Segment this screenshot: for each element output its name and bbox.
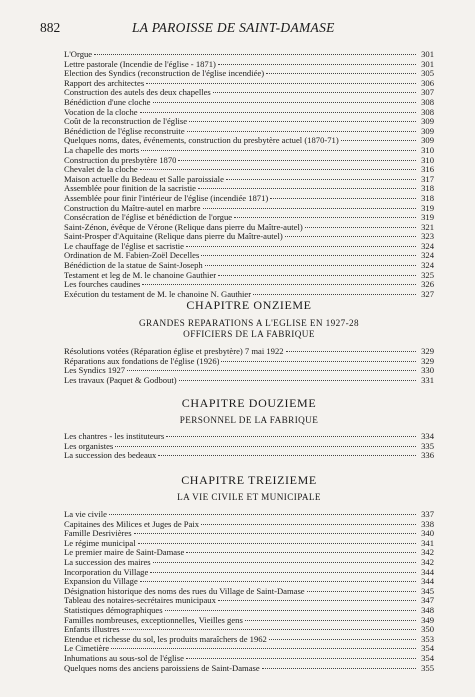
dot-leader (186, 552, 416, 553)
toc-entry-page: 324 (421, 250, 434, 261)
chapter-12-heading: CHAPITRE DOUZIEME (181, 396, 317, 410)
toc-entry (64, 213, 434, 223)
toc-entry-title: Famille Desrivières (64, 529, 132, 539)
toc-entry-page: 349 (421, 614, 434, 625)
dot-leader (115, 446, 416, 447)
chapter-11-heading: CHAPITRE ONZIEME (186, 298, 312, 312)
dot-leader (146, 83, 416, 84)
dot-leader (153, 102, 417, 103)
toc-entry-title: Quelques noms des anciens paroissiens de Saint-Damase (64, 663, 260, 673)
dot-leader (187, 131, 416, 132)
toc-entry-page: 307 (421, 87, 434, 98)
dot-leader (153, 562, 416, 563)
toc-entry-page: 308 (421, 106, 434, 117)
toc-entry-page: 326 (421, 279, 434, 290)
toc-entry (64, 251, 434, 261)
toc-entry-page: 334 (421, 431, 434, 441)
toc-entry (64, 136, 434, 146)
dot-leader (142, 284, 416, 285)
toc-entry-title: Assemblée pour finir l'intérieur de l'église (incendiée 1871) (64, 193, 269, 203)
toc-entry (64, 88, 434, 98)
toc-entry-title: Les organistes (64, 441, 114, 451)
toc-entry (64, 242, 434, 252)
toc-entry-title: Etendue et richesse du sol, les produits maraîchers de 1962 (64, 634, 267, 644)
dot-leader (178, 160, 416, 161)
toc-entry-page: 309 (421, 125, 434, 136)
toc-chapter-13 (64, 510, 434, 673)
dot-leader (201, 524, 416, 525)
toc-entry (64, 587, 434, 597)
toc-entry (64, 156, 434, 166)
dot-leader (266, 73, 416, 74)
toc-entry (64, 127, 434, 137)
toc-entry (64, 664, 434, 674)
toc-entry-page: 348 (421, 604, 434, 615)
dot-leader (94, 54, 416, 55)
toc-entry-page: 319 (421, 212, 434, 223)
toc-entry-title: Les chantres - les instituteurs (64, 432, 165, 441)
toc-entry-page: 317 (421, 173, 434, 184)
toc-entry-title: Ordination de M. Fabien-Zoël Decelles (64, 251, 200, 261)
toc-entry (64, 69, 434, 79)
toc-entry-title: Les travaux (Paquet & Godbout) (64, 375, 177, 385)
toc-entry-page: 342 (421, 556, 434, 567)
toc-entry (64, 165, 434, 175)
toc-entry-title: Assemblée pour finition de la sacristie (64, 184, 196, 194)
toc-entry-title: Tableau des notaires-secrétaires municipaux (64, 596, 216, 606)
dot-leader (134, 533, 416, 534)
toc-entry (64, 568, 434, 578)
toc-entry-page: 340 (421, 528, 434, 539)
toc-entry-title: Capitaines des Milices et Juges de Paix (64, 519, 200, 529)
toc-entry (64, 451, 434, 461)
dot-leader (165, 610, 416, 611)
toc-entry (64, 194, 434, 204)
toc-entry-title: Consécration de l'église et bénédiction de l'orgue (64, 213, 233, 223)
toc-entry-page: 310 (421, 144, 434, 155)
dot-leader (253, 294, 416, 295)
toc-entry-title: Bénédiction de l'église reconstruite (64, 126, 185, 136)
toc-entry-page: 310 (421, 154, 434, 165)
toc-entry-title: L'Orgue (64, 50, 93, 59)
toc-entry-page: 345 (421, 585, 434, 596)
toc-entry-title: Familles nombreuses, exceptionnelles, Vieilles gens (64, 615, 243, 625)
dot-leader (158, 455, 416, 456)
toc-entry (64, 376, 434, 386)
toc-entry (64, 596, 434, 606)
toc-entry-title: Vocation de la cloche (64, 107, 138, 117)
toc-entry-page: 330 (421, 365, 434, 376)
toc-entry-page: 329 (421, 355, 434, 366)
dot-leader (203, 208, 416, 209)
toc-entry (64, 60, 434, 70)
dot-leader (141, 150, 416, 151)
toc-entry-page: 318 (421, 183, 434, 194)
toc-entry-page: 308 (421, 96, 434, 107)
toc-entry-page: 337 (421, 509, 434, 519)
toc-entry-page: 355 (421, 662, 434, 673)
toc-entry (64, 529, 434, 539)
toc-entry-title: Incorporation du Village (64, 567, 149, 577)
toc-entry (64, 510, 434, 520)
page-number: 882 (40, 20, 61, 35)
toc-entry (64, 432, 434, 442)
toc-entry (64, 442, 434, 452)
toc-entry-page: 350 (421, 624, 434, 635)
dot-leader (341, 140, 416, 141)
toc-entry (64, 261, 434, 271)
toc-entry (64, 644, 434, 654)
toc-entry-page: 354 (421, 643, 434, 654)
dot-leader (109, 514, 416, 515)
dot-leader (305, 227, 416, 228)
toc-chapter-11 (64, 347, 434, 385)
toc-entry (64, 539, 434, 549)
dot-leader (213, 92, 416, 93)
dot-leader (218, 64, 416, 65)
running-title: LA PAROISSE DE SAINT-DAMASE (132, 20, 335, 35)
chapter-13-subtitle: LA VIE CIVILE ET MUNICIPALE (177, 492, 321, 502)
dot-leader (166, 436, 416, 437)
toc-entry-page: 331 (421, 374, 434, 385)
dot-leader (140, 112, 416, 113)
dot-leader (201, 255, 416, 256)
toc-entry-page: 301 (421, 58, 434, 69)
dot-leader (269, 639, 416, 640)
toc-entry-page: 354 (421, 652, 434, 663)
dot-leader (140, 581, 416, 582)
dot-leader (286, 351, 416, 352)
toc-entry-title: Testament et leg de M. le chanoine Gauthier (64, 270, 217, 280)
toc-entry (64, 50, 434, 60)
toc-entry-page: 305 (421, 68, 434, 79)
toc-entry (64, 616, 434, 626)
toc-entry (64, 232, 434, 242)
dot-leader (234, 217, 416, 218)
toc-entry (64, 577, 434, 587)
toc-entry (64, 146, 434, 156)
dot-leader (307, 591, 416, 592)
chapter-11-subtitle-2: OFFICIERS DE LA FABRIQUE (183, 329, 315, 339)
toc-entry-title: Rapport des architectes (64, 78, 145, 88)
toc-entry-title: Saint-Prosper d'Aquitaine (Relique dans pierre du Maître-autel) (64, 232, 283, 242)
toc-entry-title: La succession des bedeaux (64, 451, 157, 461)
dot-leader (270, 198, 416, 199)
toc-entry (64, 271, 434, 281)
toc-entry-title: Construction du presbytère 1870 (64, 155, 177, 165)
toc-entry-page: 301 (421, 49, 434, 59)
toc-entry-page: 344 (421, 576, 434, 587)
toc-entry (64, 635, 434, 645)
toc-entry (64, 175, 434, 185)
dot-leader (140, 169, 416, 170)
toc-entry (64, 366, 434, 376)
toc-section-continued (64, 50, 434, 299)
toc-entry-title: Le régime municipal (64, 538, 136, 548)
toc-entry-page: 324 (421, 240, 434, 251)
toc-entry (64, 654, 434, 664)
toc-entry-page: 341 (421, 537, 434, 548)
chapter-11-subtitle-1: GRANDES REPARATIONS A L'EGLISE EN 1927-28 (138, 318, 360, 328)
dot-leader (285, 236, 416, 237)
toc-entry (64, 79, 434, 89)
dot-leader (127, 370, 416, 371)
toc-entry-title: Bénédiction d'une cloche (64, 97, 151, 107)
dot-leader (150, 572, 416, 573)
dot-leader (179, 380, 416, 381)
toc-entry-title: Le chauffage de l'église et sacristie (64, 241, 184, 251)
toc-entry-page: 323 (421, 231, 434, 242)
toc-entry-title: Quelques noms, dates, événements, construction du presbytère actuel (1870-71) (64, 136, 339, 146)
toc-entry-page: 335 (421, 440, 434, 451)
dot-leader (205, 265, 416, 266)
toc-entry (64, 117, 434, 127)
toc-entry-title: La vie civile (64, 510, 107, 519)
toc-entry-page: 321 (421, 221, 434, 232)
toc-entry-page: 306 (421, 77, 434, 88)
toc-entry-title: Construction des autels des deux chapelles (64, 88, 211, 98)
dot-leader (218, 275, 416, 276)
toc-entry-page: 327 (421, 288, 434, 299)
toc-entry-page: 336 (421, 450, 434, 461)
toc-entry-title: Le premier maire de Saint-Damase (64, 548, 185, 558)
toc-entry (64, 223, 434, 233)
toc-chapter-12 (64, 432, 434, 461)
toc-entry-title: Les fourches caudines (64, 280, 141, 290)
toc-entry (64, 520, 434, 530)
toc-entry-title: Exécution du testament de M. le chanoine N. Gauthier (64, 289, 252, 299)
dot-leader (218, 600, 416, 601)
toc-entry-page: 324 (421, 260, 434, 271)
chapter-13-heading: CHAPITRE TREIZIEME (181, 473, 317, 487)
toc-entry-title: Statistiques démographiques (64, 605, 163, 615)
toc-entry (64, 108, 434, 118)
page-header (40, 20, 439, 42)
toc-entry-title: La succession des maires (64, 557, 151, 567)
dot-leader (186, 246, 416, 247)
toc-entry (64, 204, 434, 214)
toc-entry-page: 319 (421, 202, 434, 213)
toc-entry-page: 353 (421, 633, 434, 644)
dot-leader (245, 620, 416, 621)
toc-entry (64, 184, 434, 194)
toc-entry-title: Inhumations au sous-sol de l'église (64, 653, 184, 663)
toc-entry-title: Résolutions votées (Réparation église et presbytère) 7 mai 1922 (64, 347, 284, 356)
dot-leader (198, 188, 416, 189)
toc-entry-page: 338 (421, 518, 434, 529)
dot-leader (111, 648, 416, 649)
toc-entry (64, 347, 434, 357)
toc-entry-title: Expansion du Village (64, 577, 138, 587)
toc-entry-title: Election des Syndics (reconstruction de l'église incendiée) (64, 69, 265, 79)
toc-entry-title: Chevalet de la cloche (64, 165, 138, 175)
toc-entry-title: Coût de la reconstruction de l'église (64, 117, 188, 127)
toc-entry-title: La chapelle des morts (64, 145, 140, 155)
toc-entry-title: Lettre pastorale (Incendie de l'église - 1871) (64, 59, 216, 69)
dot-leader (226, 179, 416, 180)
toc-entry-title: Bénédiction de la statue de Saint-Joseph (64, 261, 203, 271)
toc-entry-title: Le Cimetière (64, 644, 110, 654)
toc-entry-page: 329 (421, 346, 434, 356)
toc-entry-title: Désignation historique des noms des rues du Village de Saint-Damase (64, 586, 305, 596)
dot-leader (221, 361, 416, 362)
toc-entry-title: Construction du Maître-autel en marbre (64, 203, 201, 213)
dot-leader (138, 543, 416, 544)
toc-entry-title: Réparations aux fondations de l'église (1926) (64, 356, 220, 366)
toc-entry (64, 357, 434, 367)
dot-leader (262, 668, 416, 669)
toc-entry-title: Les Syndics 1927 (64, 366, 126, 376)
toc-entry (64, 606, 434, 616)
dot-leader (189, 121, 416, 122)
toc-entry (64, 558, 434, 568)
chapter-12-subtitle: PERSONNEL DE LA FABRIQUE (179, 415, 319, 425)
dot-leader (122, 629, 416, 630)
toc-entry-page: 342 (421, 547, 434, 558)
toc-entry (64, 98, 434, 108)
toc-entry-title: Enfants illustres (64, 625, 120, 635)
dot-leader (186, 658, 416, 659)
toc-entry (64, 548, 434, 558)
toc-entry-page: 344 (421, 566, 434, 577)
toc-entry-page: 318 (421, 192, 434, 203)
toc-entry-page: 347 (421, 595, 434, 606)
toc-entry-title: Maison actuelle du Bedeau et Salle paroissiale (64, 174, 224, 184)
toc-entry (64, 280, 434, 290)
toc-entry-title: Saint-Zénon, évêque de Vérone (Relique dans pierre du Maître-autel) (64, 222, 303, 232)
toc-entry-page: 325 (421, 269, 434, 280)
toc-entry-page: 309 (421, 116, 434, 127)
toc-entry-page: 309 (421, 135, 434, 146)
toc-entry-page: 316 (421, 164, 434, 175)
toc-entry (64, 625, 434, 635)
